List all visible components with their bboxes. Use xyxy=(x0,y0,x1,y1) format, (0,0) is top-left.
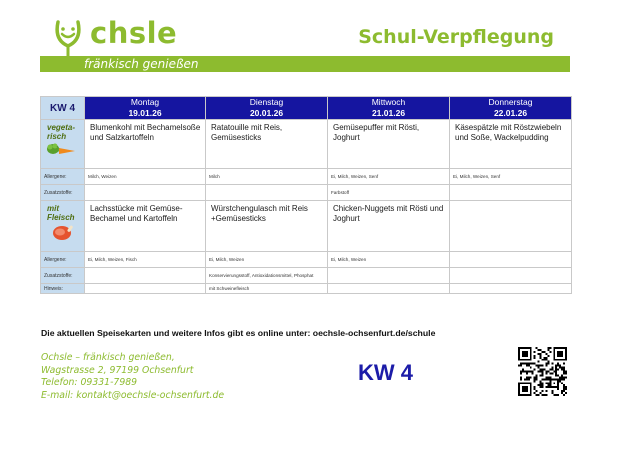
ham-icon xyxy=(49,222,77,242)
meat-allergens-row xyxy=(41,252,572,268)
meat-additives-row xyxy=(41,268,572,284)
meat-dish-row xyxy=(41,201,572,252)
hint-cell: mit Schweinefleisch xyxy=(206,284,328,294)
day-name: Donnerstag xyxy=(488,97,533,107)
logo-name: chsle xyxy=(90,16,178,50)
contact-line: Ochsle – fränkisch genießen, xyxy=(41,352,175,363)
row-label: Hinweis: xyxy=(41,284,85,294)
row-label: Zusatzstoffe: xyxy=(41,268,85,284)
allergens-cell xyxy=(450,252,572,268)
day-name: Dienstag xyxy=(249,97,284,107)
contact-line: Telefon: 09331-7989 xyxy=(41,377,138,388)
info-line: Die aktuellen Speisekarten und weitere Infos gibt es online unter: oechsle-ochsenfurt.de/schule xyxy=(41,328,436,338)
day-header xyxy=(206,97,328,120)
day-header xyxy=(85,97,206,120)
row-label: Allergene: xyxy=(41,252,85,268)
dish-cell: Chicken-Nuggets mit Rösti und Joghurt xyxy=(328,201,450,252)
menu-table xyxy=(40,96,572,294)
day-name: Montag xyxy=(130,97,160,107)
dish-cell: Käsespätzle mit Röstzwiebeln und Soße, Wackelpudding xyxy=(450,120,572,169)
allergens-cell: Ei, Milch, Weizen, Senf xyxy=(328,169,450,185)
hint-cell xyxy=(85,284,206,294)
dish-cell: Ratatouille mit Reis, Gemüsesticks xyxy=(206,120,328,169)
vegetarian-additives-row xyxy=(41,185,572,201)
vegetables-icon xyxy=(45,141,77,157)
additives-cell xyxy=(206,185,328,201)
day-header-row xyxy=(41,97,572,120)
contact-block xyxy=(41,352,224,402)
dish-cell: Blumenkohl mit Bechamelsoße und Salzkartoffeln xyxy=(85,120,206,169)
hint-cell xyxy=(328,284,450,294)
contact-email: E-mail: kontakt@oechsle-ochsenfurt.de xyxy=(41,389,225,401)
day-name: Mittwoch xyxy=(371,97,406,107)
row-label: Zusatzstoffe: xyxy=(41,185,85,201)
category-vegetarian xyxy=(41,120,85,169)
additives-cell: Farbstoff xyxy=(328,185,450,201)
dish-cell xyxy=(450,201,572,252)
logo-tagline: fränkisch genießen xyxy=(84,57,199,71)
day-date: 20.01.26 xyxy=(249,108,284,118)
page-title: Schul-Verpflegung xyxy=(358,26,554,48)
day-date: 19.01.26 xyxy=(128,108,162,118)
category-title-line: risch xyxy=(47,132,67,141)
week-label: KW 4 xyxy=(41,97,85,120)
contact-line: Wagstrasse 2, 97199 Ochsenfurt xyxy=(41,364,194,376)
category-title-line: mit xyxy=(47,204,59,213)
day-header xyxy=(328,97,450,120)
dish-cell: Würstchengulasch mit Reis +Gemüsesticks xyxy=(206,201,328,252)
dish-cell: Lachsstücke mit Gemüse-Bechamel und Kartoffeln xyxy=(85,201,206,252)
meat-hint-row xyxy=(41,284,572,294)
category-meat xyxy=(41,201,85,252)
qr-code-icon xyxy=(518,347,567,396)
category-title-line: vegeta- xyxy=(47,123,76,132)
allergens-cell: Milch, Weizen xyxy=(85,169,206,185)
additives-cell xyxy=(450,268,572,284)
allergens-cell: Ei, Milch, Weizen xyxy=(328,252,450,268)
day-header xyxy=(450,97,572,120)
row-label: Allergene: xyxy=(41,169,85,185)
category-title-line: Fleisch xyxy=(47,213,75,222)
allergens-cell: Ei, Milch, Weizen, Fisch xyxy=(85,252,206,268)
vegetarian-dish-row xyxy=(41,120,572,169)
additives-cell xyxy=(450,185,572,201)
allergens-cell: Ei, Milch, Weizen xyxy=(206,252,328,268)
hint-cell xyxy=(450,284,572,294)
allergens-cell: Ei, Milch, Weizen, Senf xyxy=(450,169,572,185)
additives-cell xyxy=(85,268,206,284)
vegetarian-allergens-row xyxy=(41,169,572,185)
additives-cell: Konservierungsstoff, Antioxidationsmittel, Phosphat xyxy=(206,268,328,284)
allergens-cell: Milch xyxy=(206,169,328,185)
additives-cell xyxy=(85,185,206,201)
dish-cell: Gemüsepuffer mit Rösti, Joghurt xyxy=(328,120,450,169)
week-badge: KW 4 xyxy=(358,360,413,385)
day-date: 21.01.26 xyxy=(371,108,406,118)
additives-cell xyxy=(328,268,450,284)
day-date: 22.01.26 xyxy=(493,108,528,118)
